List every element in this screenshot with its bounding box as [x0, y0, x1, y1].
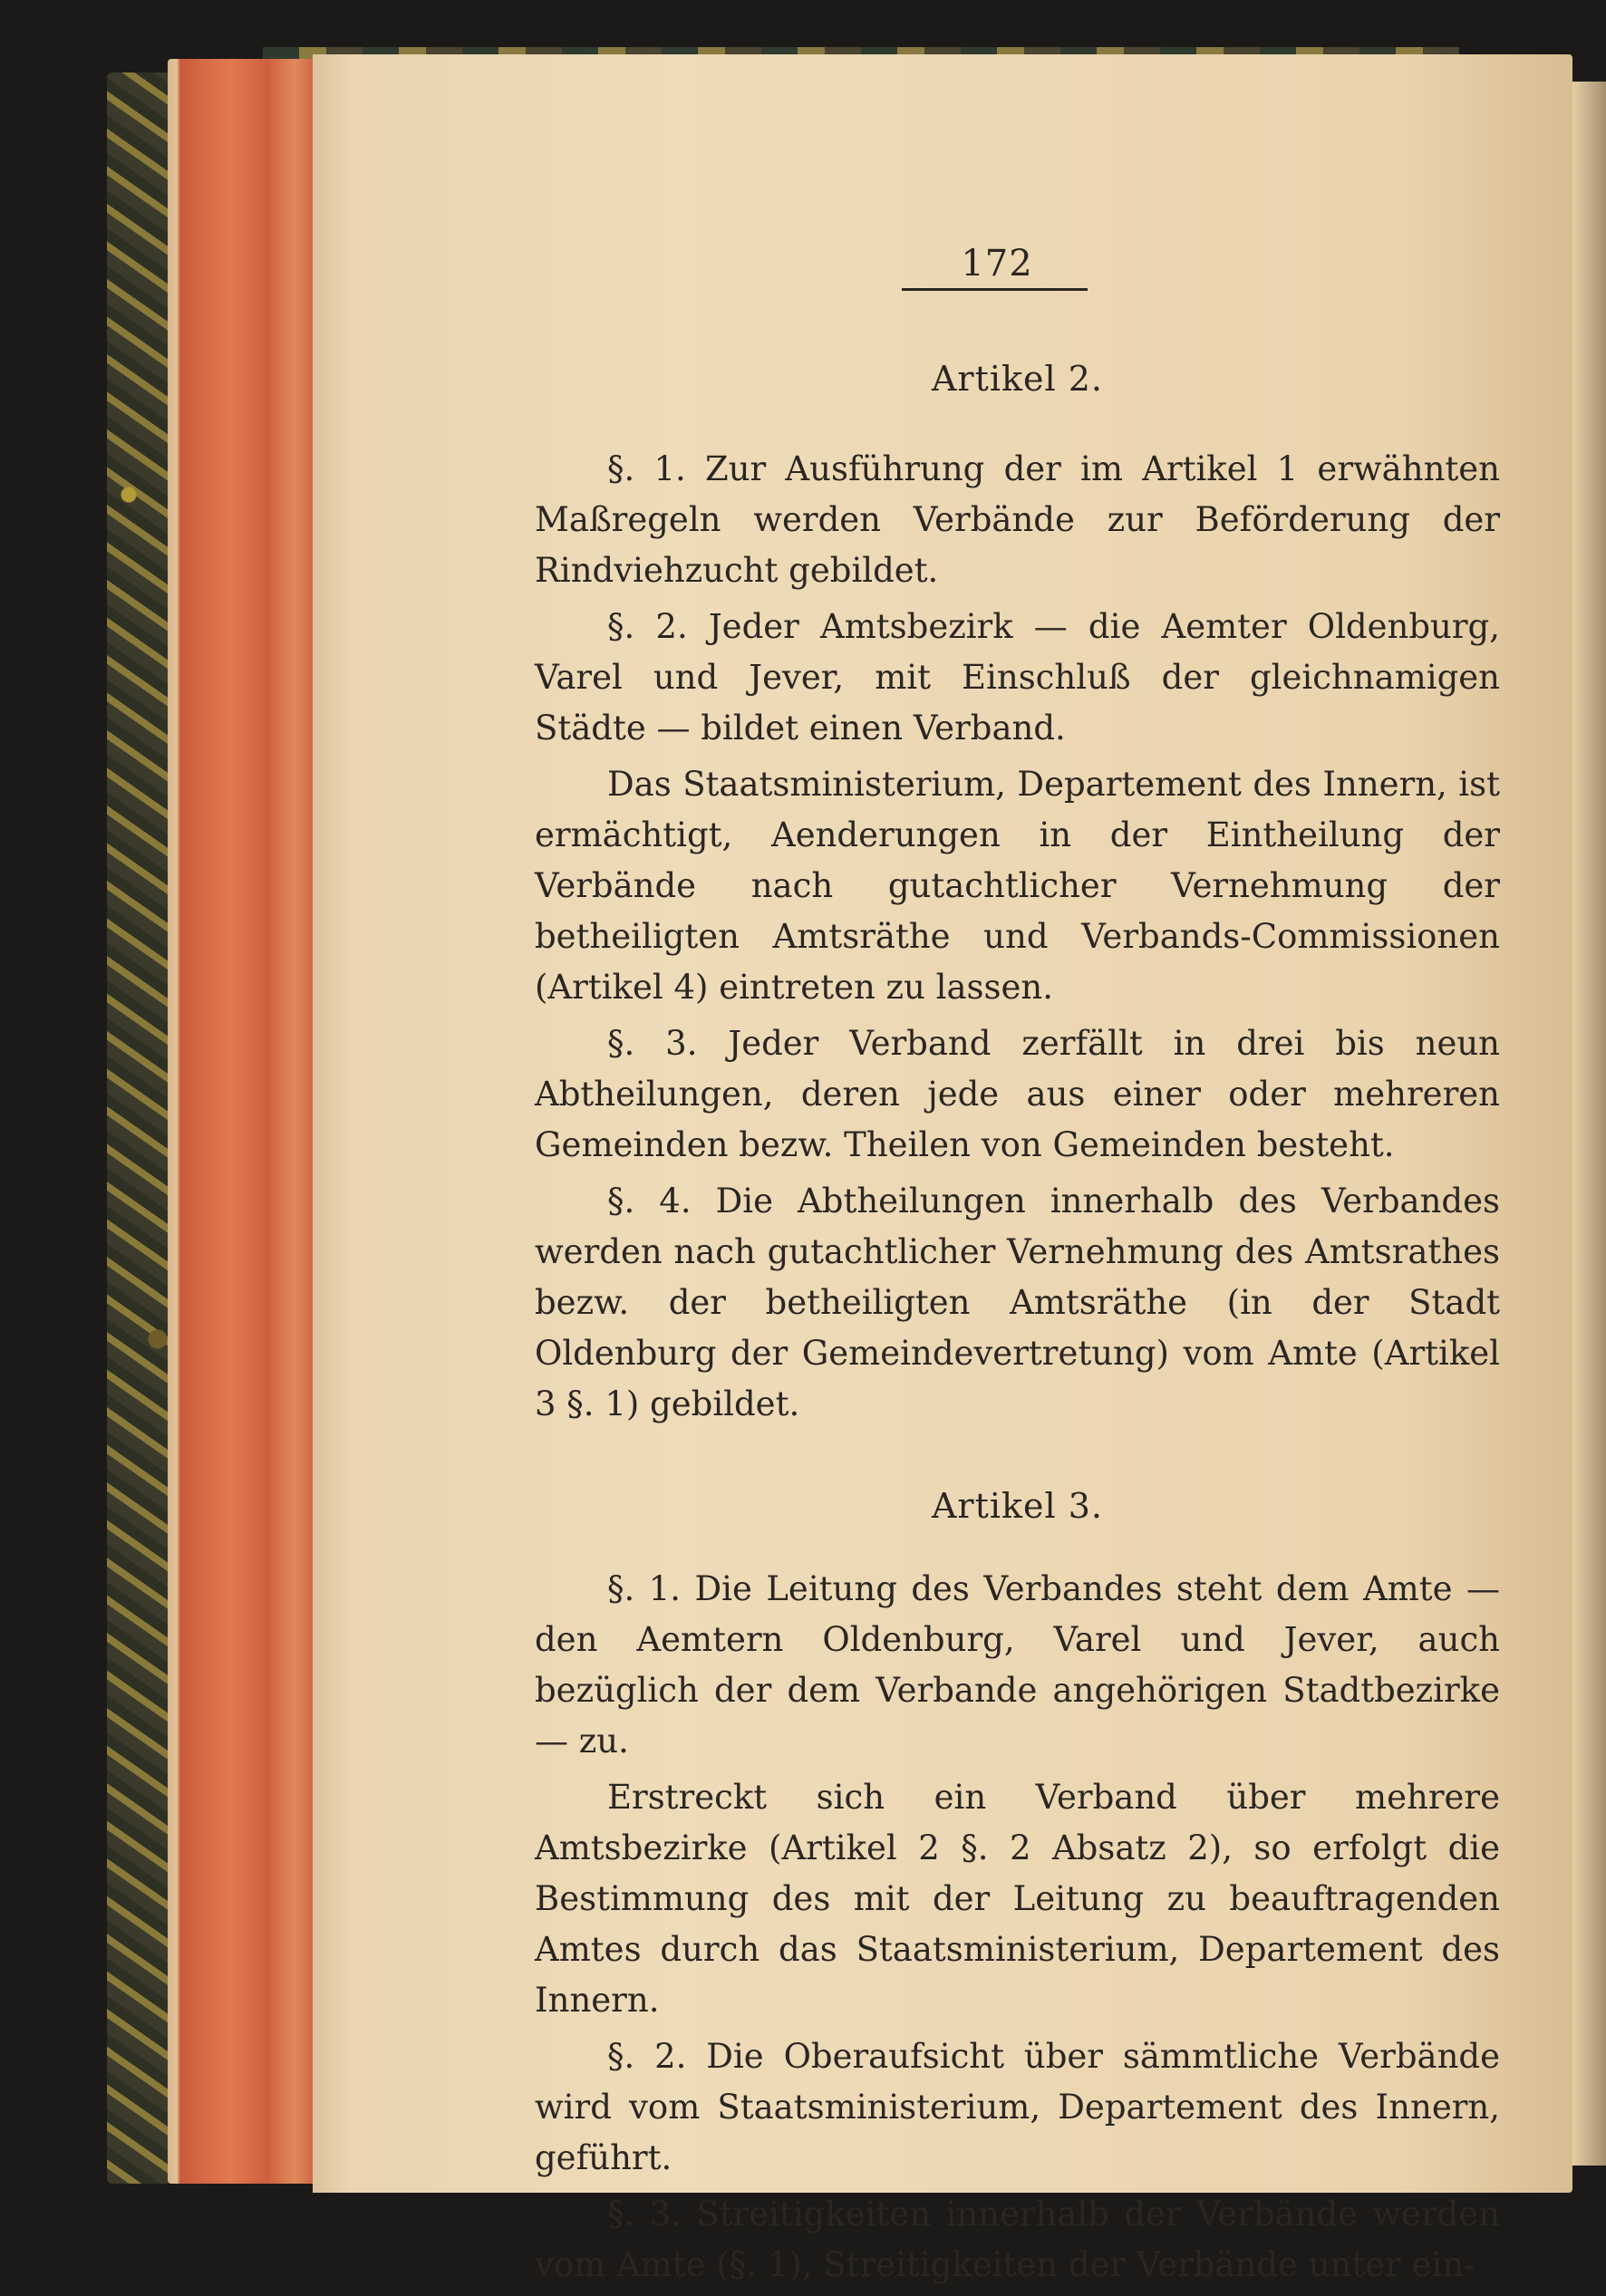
- page-text: [535, 353, 1500, 2296]
- article-3-heading: Artikel 3.: [931, 1486, 1104, 1526]
- article-3-paragraph: §. 3. Streitigkeiten innerhalb der Verbände werden vom Amte (§. 1), Streitigkeiten der Verbände unter ein-: [535, 2195, 1500, 2284]
- page-number-rule: [902, 288, 1088, 291]
- article-3-paragraph: §. 2. Die Oberaufsicht über sämmtliche Verbände wird vom Staatsministerium, Departement des Innern, geführt.: [535, 2037, 1500, 2177]
- article-2-paragraph: §. 1. Zur Ausführung der im Artikel 1 erwähnten Maßregeln werden Verbände zur Beförderung der Rindviehzucht gebildet.: [535, 449, 1500, 590]
- article-3-paragraph: §. 1. Die Leitung des Verbandes steht dem Amte — den Aemtern Oldenburg, Varel und Jever, auch bezüglich der dem Verbande angehörigen Stadtbezirke — zu.: [535, 1569, 1500, 1761]
- article-2-paragraph: §. 4. Die Abtheilungen innerhalb des Verbandes werden nach gutachtlicher Vernehmung des Amtsrathes bezw. der betheiligten Amtsräthe (in der Stadt Oldenburg der Gemeindevertretung) vom Amte (Artikel 3 §. 1) gebildet.: [535, 1182, 1500, 1423]
- page-edges: [168, 59, 322, 2184]
- article-3-paragraph: Erstreckt sich ein Verband über mehrere Amtsbezirke (Artikel 2 §. 2 Absatz 2), so erfolgt die Bestimmung des mit der Leitung zu beauftragenden Amtes durch das Staatsministerium, Departement des Innern.: [535, 1778, 1500, 2020]
- article-2-heading: Artikel 2.: [931, 359, 1104, 399]
- page-right-edge: [1572, 82, 1606, 2166]
- page-number: 172: [961, 243, 1033, 285]
- article-2-paragraph: §. 3. Jeder Verband zerfällt in drei bis neun Abtheilungen, deren jede aus einer oder mehreren Gemeinden bezw. Theilen von Gemeinden besteht.: [535, 1024, 1500, 1164]
- article-2-paragraph: §. 2. Jeder Amtsbezirk — die Aemter Oldenburg, Varel und Jever, mit Einschluß der gleichnamigen Städte — bildet einen Verband.: [535, 607, 1500, 748]
- article-2-paragraph: Das Staatsministerium, Departement des Innern, ist ermächtigt, Aenderungen in der Eintheilung der Verbände nach gutachtlicher Vernehmung der betheiligten Amtsräthe und Verbands-Commissionen (Artikel 4) eintreten zu lassen.: [535, 765, 1500, 1007]
